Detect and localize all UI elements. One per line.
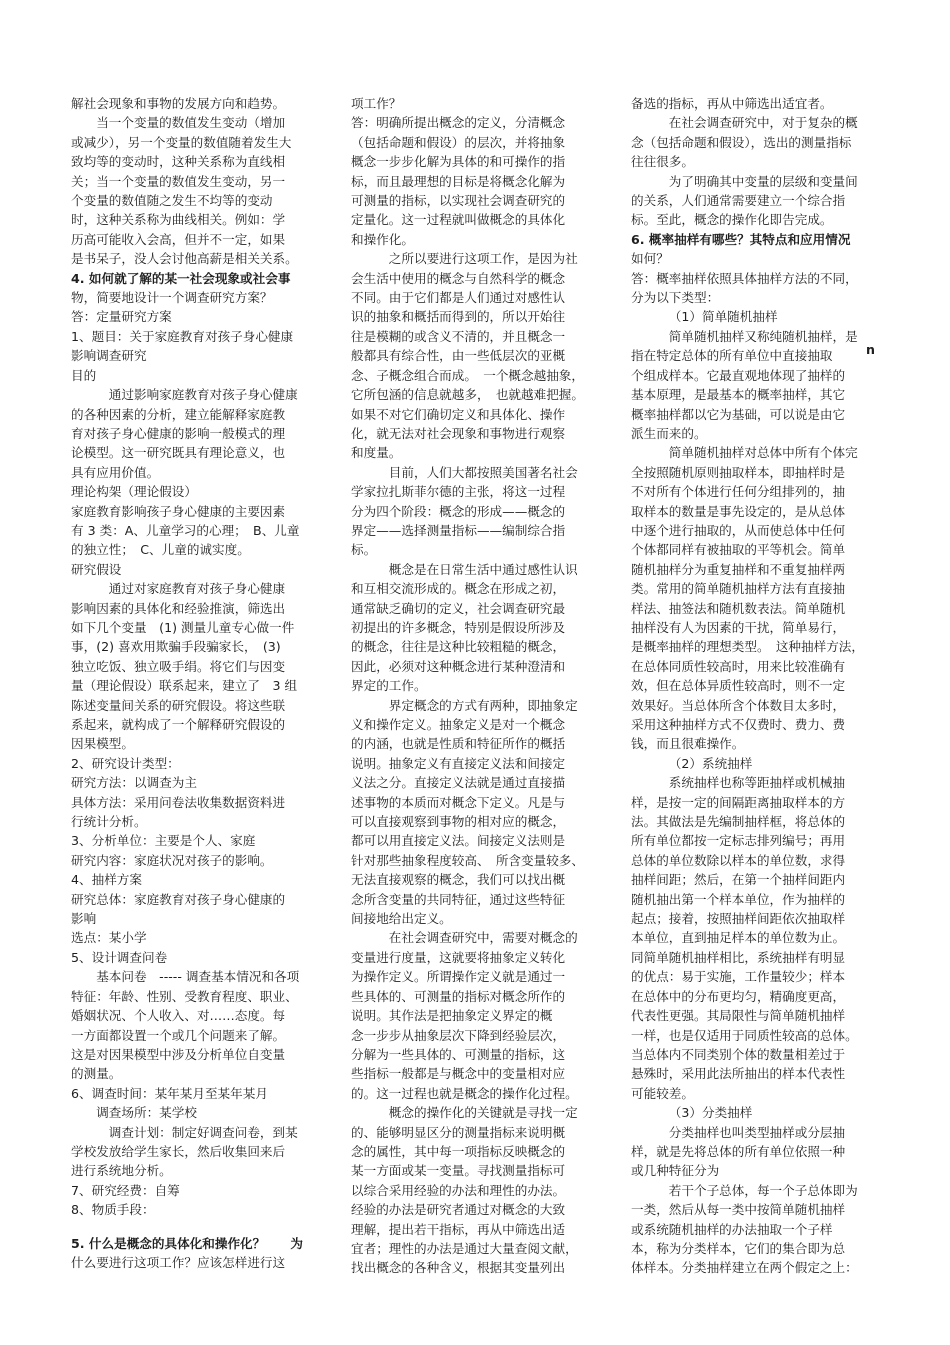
text-line: 会生活中使用的概念与自然科学的概念: [351, 270, 566, 286]
text-line: 解社会现象和事物的发展方向和趋势。: [71, 96, 286, 111]
text-line: 2、研究设计类型：: [71, 755, 180, 771]
text-line: 研究方法：以调查为主: [71, 775, 197, 791]
text-line: 随机抽样分为重复抽样和不重复抽样两: [631, 561, 846, 577]
text-column-middle: [351, 94, 617, 1278]
text-line: 概念一步步化解为具体的和可操作的指: [351, 154, 566, 170]
text-line: 为操作定义。所谓操作定义就是通过一: [351, 969, 566, 985]
text-line: 起点；接着，按照抽样间距依次抽取样: [631, 911, 846, 927]
text-line: 以综合采用经验的办法和理性的办法。: [351, 1182, 566, 1198]
text-line: 识的抽象和概括而得到的，所以开始往: [351, 309, 566, 325]
text-line: 界定的工作。: [351, 678, 427, 694]
text-line: 目前，人们大都按照美国著名社会: [388, 464, 578, 480]
text-line: 样，就是先将总体的所有单位依照一种: [631, 1143, 846, 1159]
text-line: 物，简要地设计一个调查研究方案？: [71, 290, 273, 306]
text-line: 或几种特征分为: [631, 1163, 720, 1179]
text-column-right: [631, 94, 893, 1278]
text-line: 个变量的数值随之发生不均等的变动: [71, 193, 273, 209]
text-line: 影响因素的具体化和经验推演，筛选出: [71, 600, 286, 616]
text-line: 不同。由于它们都是人们通过对感性认: [351, 290, 566, 306]
text-line: 是书呆子，没人会讨他高薪是相关关系。: [71, 251, 298, 267]
text-line: 般都具有综合性，由一些低层次的亚概: [351, 348, 566, 364]
text-line: 答：明确所提出概念的定义，分清概念: [351, 115, 566, 131]
text-line: 4、抽样方案: [71, 872, 142, 888]
text-line: 备选的指标，再从中筛选出适宜者。: [631, 96, 833, 111]
text-line: 类。常用的简单随机抽样方法有直接抽: [631, 581, 846, 597]
text-line: 如果不对它们确切定义和具体化、操作: [351, 406, 566, 422]
text-line: 可以直接观察到事物的相对应的概念，: [351, 814, 566, 830]
section-heading: （1）简单随机抽样: [668, 309, 778, 325]
text-line: 5、设计调查问卷: [71, 949, 168, 965]
text-line: 时，这种关系称为曲线相关。例如：学: [71, 212, 286, 228]
text-line: 研究总体：家庭教育对孩子身心健康的: [71, 891, 286, 907]
text-line: 些指标一般都是与概念中的变量相对应: [351, 1066, 566, 1082]
text-line: 具体方法：采用问卷法收集数据资料进: [71, 794, 286, 810]
text-line: 通过对家庭教育对孩子身心健康: [108, 581, 286, 597]
text-line: 1、题目：关于家庭教育对孩子身心健康: [71, 328, 294, 344]
text-line: 不对所有个体进行任何分组排列的，抽: [631, 484, 846, 500]
text-line: 在社会调查研究中，需要对概念的: [388, 930, 578, 946]
text-line: 界定概念的方式有两种，即抽象定: [388, 697, 578, 713]
stray-glyph: n: [866, 342, 875, 357]
text-line: 找出概念的各种含义，根据其变量列出: [351, 1260, 566, 1276]
text-line: 之所以要进行这项工作，是因为社: [388, 251, 578, 267]
text-line: 基本原理，是最基本的概率抽样，其它: [631, 387, 846, 403]
text-line: 是概率抽样的理想类型。 这种抽样方法，: [631, 639, 864, 655]
text-line: 行统计分析。: [71, 814, 147, 830]
text-column-left: [71, 94, 333, 1272]
text-line: 悬殊时，采用此法所抽出的样本代表性: [631, 1066, 846, 1082]
text-line: 理解，提出若干指标，再从中筛选出适: [351, 1221, 566, 1237]
blank-line: [71, 1220, 333, 1234]
text-line: 系统抽样也称等距抽样或机械抽: [668, 775, 846, 791]
text-line: 分为以下类型：: [631, 290, 720, 306]
text-line: 因果模型。: [71, 736, 134, 752]
text-line: 和度量。: [351, 445, 402, 461]
text-line: 它所包涵的信息就越多， 也就越难把握。: [351, 387, 584, 403]
text-line: 概率抽样都以它为基础，可以说是由它: [631, 406, 846, 422]
text-line: 界定——选择测量指标——编制综合指: [351, 522, 566, 538]
text-line: 念的属性，其中每一项指标反映概念的: [351, 1143, 566, 1159]
text-line: 目的: [71, 367, 97, 383]
text-line: 初提出的许多概念，特别是假设所涉及: [351, 619, 566, 635]
text-line: 样，是按一定的间隔距离抽取样本的方: [631, 794, 846, 810]
text-line: 婚姻状况、个人收入、对……态度。每: [71, 1008, 286, 1024]
text-line: 的。这一过程也就是概念的操作化过程。: [351, 1085, 578, 1101]
text-line: 或减少），另一个变量的数值随着发生大: [71, 134, 292, 150]
text-line: 同简单随机抽样相比，系统抽样有明显: [631, 949, 846, 965]
text-line: 体样本。分类抽样建立在两个假定之上：: [631, 1260, 858, 1276]
text-line: 的、能够明显区分的测量指标来说明概: [351, 1124, 566, 1140]
text-line: 简单随机抽样对总体中所有个体完: [668, 445, 858, 461]
text-line: 经验的办法是研究者通过对概念的大致: [351, 1202, 566, 1218]
text-line: 育对孩子身心健康的影响一般模式的理: [71, 425, 286, 441]
text-line: 钱，而且很难操作。: [631, 736, 745, 752]
text-line: 关；当一个变量的数值发生变动，另一: [71, 173, 286, 189]
text-line: 或系统随机抽样的办法抽取一个子样: [631, 1221, 833, 1237]
text-line: 法。其做法是先编制抽样框，将总体的: [631, 814, 846, 830]
text-line: 为了明确其中变量的层级和变量间: [668, 173, 858, 189]
text-line: 在总体同质性较高时，用来比较准确有: [631, 658, 846, 674]
text-line: 简单随机抽样又称纯随机抽样，是: [668, 328, 858, 344]
text-line: 的各种因素的分析，建立能解释家庭教: [71, 406, 286, 422]
text-line: 答：定量研究方案: [71, 309, 172, 325]
text-line: 无法直接观察的概念，我们可以找出概: [351, 872, 566, 888]
text-line: 如下几个变量 (1) 测量儿童专心做一件: [71, 619, 295, 635]
text-line: 通常缺乏确切的定义，社会调查研究最: [351, 600, 566, 616]
text-line: 个体都同样有被抽取的平等机会。简单: [631, 542, 846, 558]
text-line: 的优点：易于实施，工作量较少；样本: [631, 969, 846, 985]
text-line: 念一步步从抽象层次下降到经验层次，: [351, 1027, 566, 1043]
text-line: 的概念，往往是这种比较粗糙的概念，: [351, 639, 566, 655]
text-line: 标。至此，概念的操作化即告完成。: [631, 212, 833, 228]
text-line: 概念是在日常生活中通过感性认识: [388, 561, 578, 577]
text-line: 一类，然后从每一类中按简单随机抽样: [631, 1202, 846, 1218]
text-line: 效果好。当总体所含个体数目太多时，: [631, 697, 846, 713]
text-line: 可测量的指标，以实现社会调查研究的: [351, 193, 566, 209]
text-line: 论模型。这一研究既具有理论意义，也: [71, 445, 286, 461]
text-line: 影响: [71, 911, 97, 927]
text-line: 标。: [351, 542, 377, 558]
text-line: 8、物质手段：: [71, 1202, 155, 1218]
text-line: 念（包括命题和假设），选出的测量指标: [631, 134, 852, 150]
text-line: 具有应用价值。: [71, 464, 160, 480]
text-line: 取样本的数量是事先设定的，是从总体: [631, 503, 846, 519]
text-line: 样法、抽签法和随机数表法。简单随机: [631, 600, 846, 616]
text-line: 都可以用直接定义法。间接定义法则是: [351, 833, 566, 849]
text-line: 些具体的、可测量的指标对概念所作的: [351, 988, 566, 1004]
text-line: 通过影响家庭教育对孩子身心健康: [108, 387, 298, 403]
text-line: 分为四个阶段：概念的形成——概念的: [351, 503, 566, 519]
text-line: 历高可能收入会高，但并不一定，如果: [71, 231, 286, 247]
text-line: 全按照随机原则抽取样本，即抽样时是: [631, 464, 846, 480]
text-line: 独立吃饭、独立吸手绢。将它们与因变: [71, 658, 286, 674]
question-heading: 5. 什么是概念的具体化和操作化？ 为: [71, 1235, 304, 1251]
text-line: 特征：年龄、性别、受教育程度、职业、: [71, 988, 298, 1004]
text-line: 调查计划：制定好调查问卷，到某: [108, 1124, 298, 1140]
text-line: 往往很多。: [631, 154, 694, 170]
text-line: 义法之分。直接定义法就是通过直接描: [351, 775, 566, 791]
text-line: 陈述变量间关系的研究假设。将这些联: [71, 697, 286, 713]
text-line: 说明。抽象定义有直接定义法和间接定: [351, 755, 566, 771]
text-line: 在总体中的分布更均匀，精确度更高，: [631, 988, 846, 1004]
text-line: 可能较差。: [631, 1085, 694, 1101]
text-line: 进行系统地分析。: [71, 1163, 172, 1179]
text-line: 派生而来的。: [631, 425, 707, 441]
text-line: 指在特定总体的所有单位中直接抽取: [631, 348, 833, 364]
text-line: 间接地给出定义。: [351, 911, 452, 927]
text-line: 念、子概念组合而成。 一个概念越抽象，: [351, 367, 584, 383]
question-heading: 6. 概率抽样有哪些？其特点和应用情况: [631, 231, 851, 247]
text-line: 概念的操作化的关键就是寻找一定: [388, 1105, 578, 1121]
text-line: 3、分析单位：主要是个人、家庭: [71, 833, 256, 849]
text-line: 答：概率抽样依照具体抽样方法的不同，: [631, 270, 858, 286]
text-line: 量（理论假设）联系起来，建立了 3 组: [71, 678, 298, 694]
text-line: 的独立性； C、儿童的诚实度。: [71, 542, 250, 558]
text-line: 影响调查研究: [71, 348, 147, 364]
text-line: 理论构架（理论假设）: [71, 484, 197, 500]
text-line: 随机抽出第一个样本单位，作为抽样的: [631, 891, 846, 907]
text-line: 研究假设: [71, 561, 122, 577]
text-line: 的内涵，也就是性质和特征所作的概括: [351, 736, 566, 752]
text-line: 针对那些抽象程度较高、 所含变量较多、: [351, 852, 584, 868]
text-line: 当一个变量的数值发生变动（增加: [96, 115, 286, 131]
text-line: 中逐个进行抽取的，从而使总体中任何: [631, 522, 846, 538]
text-line: 总体的单位数除以样本的单位数，求得: [631, 852, 846, 868]
text-line: 基本问卷 ----- 调查基本情况和各项: [96, 969, 300, 985]
text-line: 一方面都设置一个或几个问题来了解。: [71, 1027, 286, 1043]
text-line: 念所含变量的共同特征，通过这些特征: [351, 891, 566, 907]
text-line: 调查场所：某学校: [96, 1105, 197, 1121]
text-line: 因此，必须对这种概念进行某种澄清和: [351, 658, 566, 674]
text-line: 标，而且最理想的目标是将概念化解为: [351, 173, 566, 189]
text-line: 的测量。: [71, 1066, 122, 1082]
text-line: 抽样间距；然后，在第一个抽样间距内: [631, 872, 846, 888]
text-line: 本，称为分类样本，它们的集合即为总: [631, 1240, 846, 1256]
section-heading: （3）分类抽样: [668, 1105, 753, 1121]
text-line: 选点：某小学: [71, 930, 147, 946]
text-line: 这是对因果模型中涉及分析单位自变量: [71, 1046, 286, 1062]
text-line: 和互相交流形成的。概念在形成之初，: [351, 581, 566, 597]
text-line: 事，(2) 喜欢用欺骗手段骗家长， (3): [71, 639, 281, 655]
text-line: 分类抽样也叫类型抽样或分层抽: [668, 1124, 846, 1140]
section-heading: （2）系统抽样: [668, 755, 753, 771]
text-line: 本单位，直到抽足样本的单位数为止。: [631, 930, 846, 946]
text-line: 6、调查时间：某年某月至某年某月: [71, 1085, 268, 1101]
text-line: 学校发放给学生家长，然后收集回来后: [71, 1143, 286, 1159]
text-line: 和操作化。: [351, 231, 414, 247]
text-line: 有 3 类：A、儿童学习的心理； B、儿童: [71, 522, 300, 538]
text-line: 研究内容：家庭状况对孩子的影响。: [71, 852, 273, 868]
text-line: 项工作？: [351, 96, 402, 111]
text-line: 什么要进行这项工作？应该怎样进行这: [71, 1254, 286, 1270]
text-line: 说明。其作法是把抽象定义界定的概: [351, 1008, 553, 1024]
text-line: 分解为一些具体的、可测量的指标，这: [351, 1046, 566, 1062]
text-line: 如何？: [631, 251, 669, 267]
text-line: 变量进行度量，这就要将抽象定义转化: [351, 949, 566, 965]
text-line: 宜者；理性的办法是通过大量查阅文献，: [351, 1240, 578, 1256]
text-line: 家庭教育影响孩子身心健康的主要因素: [71, 503, 286, 519]
text-line: 学家拉扎斯菲尔德的主张，将这一过程: [351, 484, 566, 500]
text-line: 效，但在总体异质性较高时，则不一定: [631, 678, 846, 694]
text-line: 定量化。这一过程就叫做概念的具体化: [351, 212, 566, 228]
text-line: 往是模糊的或含义不清的，并且概念一: [351, 328, 566, 344]
text-line: 采用这种抽样方式不仅费时、费力、费: [631, 717, 846, 732]
text-line: 抽样没有人为因素的干扰，简单易行，: [631, 619, 846, 635]
text-line: 的关系，人们通常需要建立一个综合指: [631, 193, 846, 209]
text-line: 系起来，就构成了一个解释研究假设的: [71, 717, 286, 732]
text-line: 某一方面或某一变量。寻找测量指标可: [351, 1163, 566, 1179]
text-line: 若干个子总体，每一个子总体即为: [668, 1182, 858, 1198]
text-line: 述事物的本质而对概念下定义。凡是与: [351, 794, 566, 810]
text-line: 致均等的变动时，这种关系称为直线相: [71, 154, 286, 170]
text-line: 所有单位都按一定标志排列编号；再用: [631, 833, 846, 849]
text-line: 化，就无法对社会现象和事物进行观察: [351, 425, 566, 441]
text-line: 当总体内不同类别个体的数量相差过于: [631, 1046, 846, 1062]
text-line: 代表性更强。其局限性与简单随机抽样: [631, 1008, 846, 1024]
text-line: 义和操作定义。抽象定义是对一个概念: [351, 717, 566, 732]
text-line: 个组成样本。它最直观地体现了抽样的: [631, 367, 846, 383]
text-line: 7、研究经费：自筹: [71, 1182, 180, 1198]
text-line: （包括命题和假设）的层次，并将抽象: [351, 134, 566, 150]
text-line: 一样，也是仅适用于同质性较高的总体。: [631, 1027, 858, 1043]
text-line: 在社会调查研究中，对于复杂的概: [668, 115, 858, 131]
question-heading: 4. 如何就了解的某一社会现象或社会事: [71, 270, 291, 286]
